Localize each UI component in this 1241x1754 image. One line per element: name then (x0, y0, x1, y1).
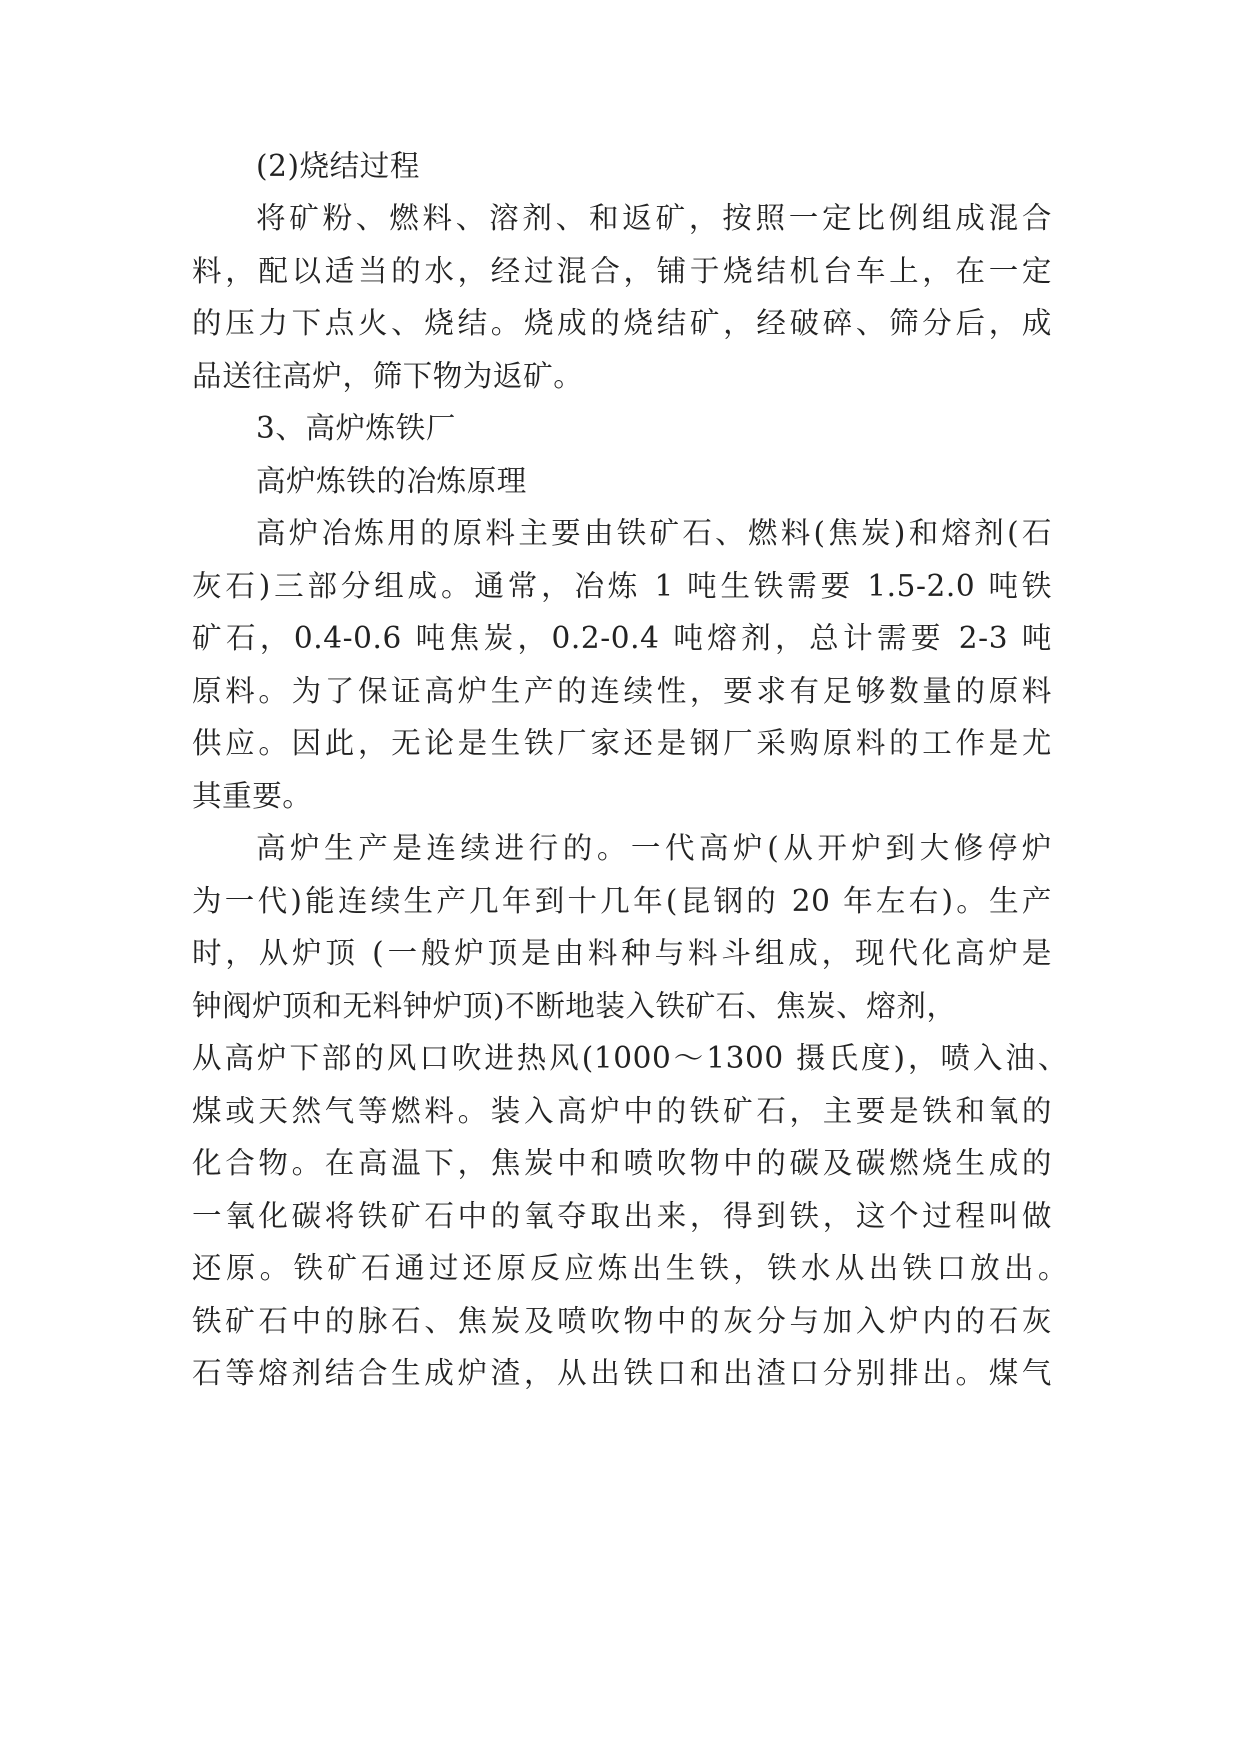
paragraph-line: 时，从炉顶 (一般炉顶是由料种与料斗组成，现代化高炉是 (192, 936, 1052, 970)
paragraph-line: 还原。铁矿石通过还原反应炼出生铁，铁水从出铁口放出。 (192, 1251, 1068, 1285)
paragraph-line: 矿石，0.4-0.6 吨焦炭，0.2-0.4 吨熔剂，总计需要 2-3 吨 (192, 621, 1052, 655)
paragraph-line: 供应。因此，无论是生铁厂家还是钢厂采购原料的工作是尤 (192, 726, 1052, 760)
paragraph-line: 原料。为了保证高炉生产的连续性，要求有足够数量的原料 (192, 674, 1052, 708)
paragraph-line: 品送往高炉，筛下物为返矿。 (192, 359, 584, 393)
paragraph-line: 的压力下点火、烧结。烧成的烧结矿，经破碎、筛分后，成 (192, 306, 1052, 340)
paragraph-line: 高炉冶炼用的原料主要由铁矿石、燃料(焦炭)和熔剂(石 (256, 516, 1052, 550)
paragraph-line: 料，配以适当的水，经过混合，铺于烧结机台车上，在一定 (192, 254, 1052, 288)
heading-sintering-process: (2)烧结过程 (256, 149, 420, 183)
heading-smelting-principle: 高炉炼铁的冶炼原理 (256, 464, 527, 498)
paragraph-line: 石等熔剂结合生成炉渣，从出铁口和出渣口分别排出。煤气 (192, 1356, 1052, 1390)
paragraph-line: 钟阀炉顶和无料钟炉顶)不断地装入铁矿石、焦炭、熔剂， (192, 989, 957, 1023)
paragraph-line: 铁矿石中的脉石、焦炭及喷吹物中的灰分与加入炉内的石灰 (192, 1304, 1052, 1338)
heading-blast-furnace-plant: 3、高炉炼铁厂 (256, 411, 456, 445)
paragraph-line: 高炉生产是连续进行的。一代高炉(从开炉到大修停炉 (256, 831, 1052, 865)
paragraph-line: 一氧化碳将铁矿石中的氧夺取出来，得到铁，这个过程叫做 (192, 1199, 1052, 1233)
paragraph-line: 煤或天然气等燃料。装入高炉中的铁矿石，主要是铁和氧的 (192, 1094, 1052, 1128)
paragraph-line: 其重要。 (192, 779, 313, 813)
paragraph-line: 灰石)三部分组成。通常，冶炼 1 吨生铁需要 1.5-2.0 吨铁 (192, 569, 1052, 603)
paragraph-line: 将矿粉、燃料、溶剂、和返矿，按照一定比例组成混合 (256, 201, 1052, 235)
paragraph-line: 化合物。在高温下，焦炭中和喷吹物中的碳及碳燃烧生成的 (192, 1146, 1052, 1180)
paragraph-line: 从高炉下部的风口吹进热风(1000～1300 摄氏度)，喷入油、 (192, 1041, 1068, 1075)
paragraph-line: 为一代)能连续生产几年到十几年(昆钢的 20 年左右)。生产 (192, 884, 1052, 918)
